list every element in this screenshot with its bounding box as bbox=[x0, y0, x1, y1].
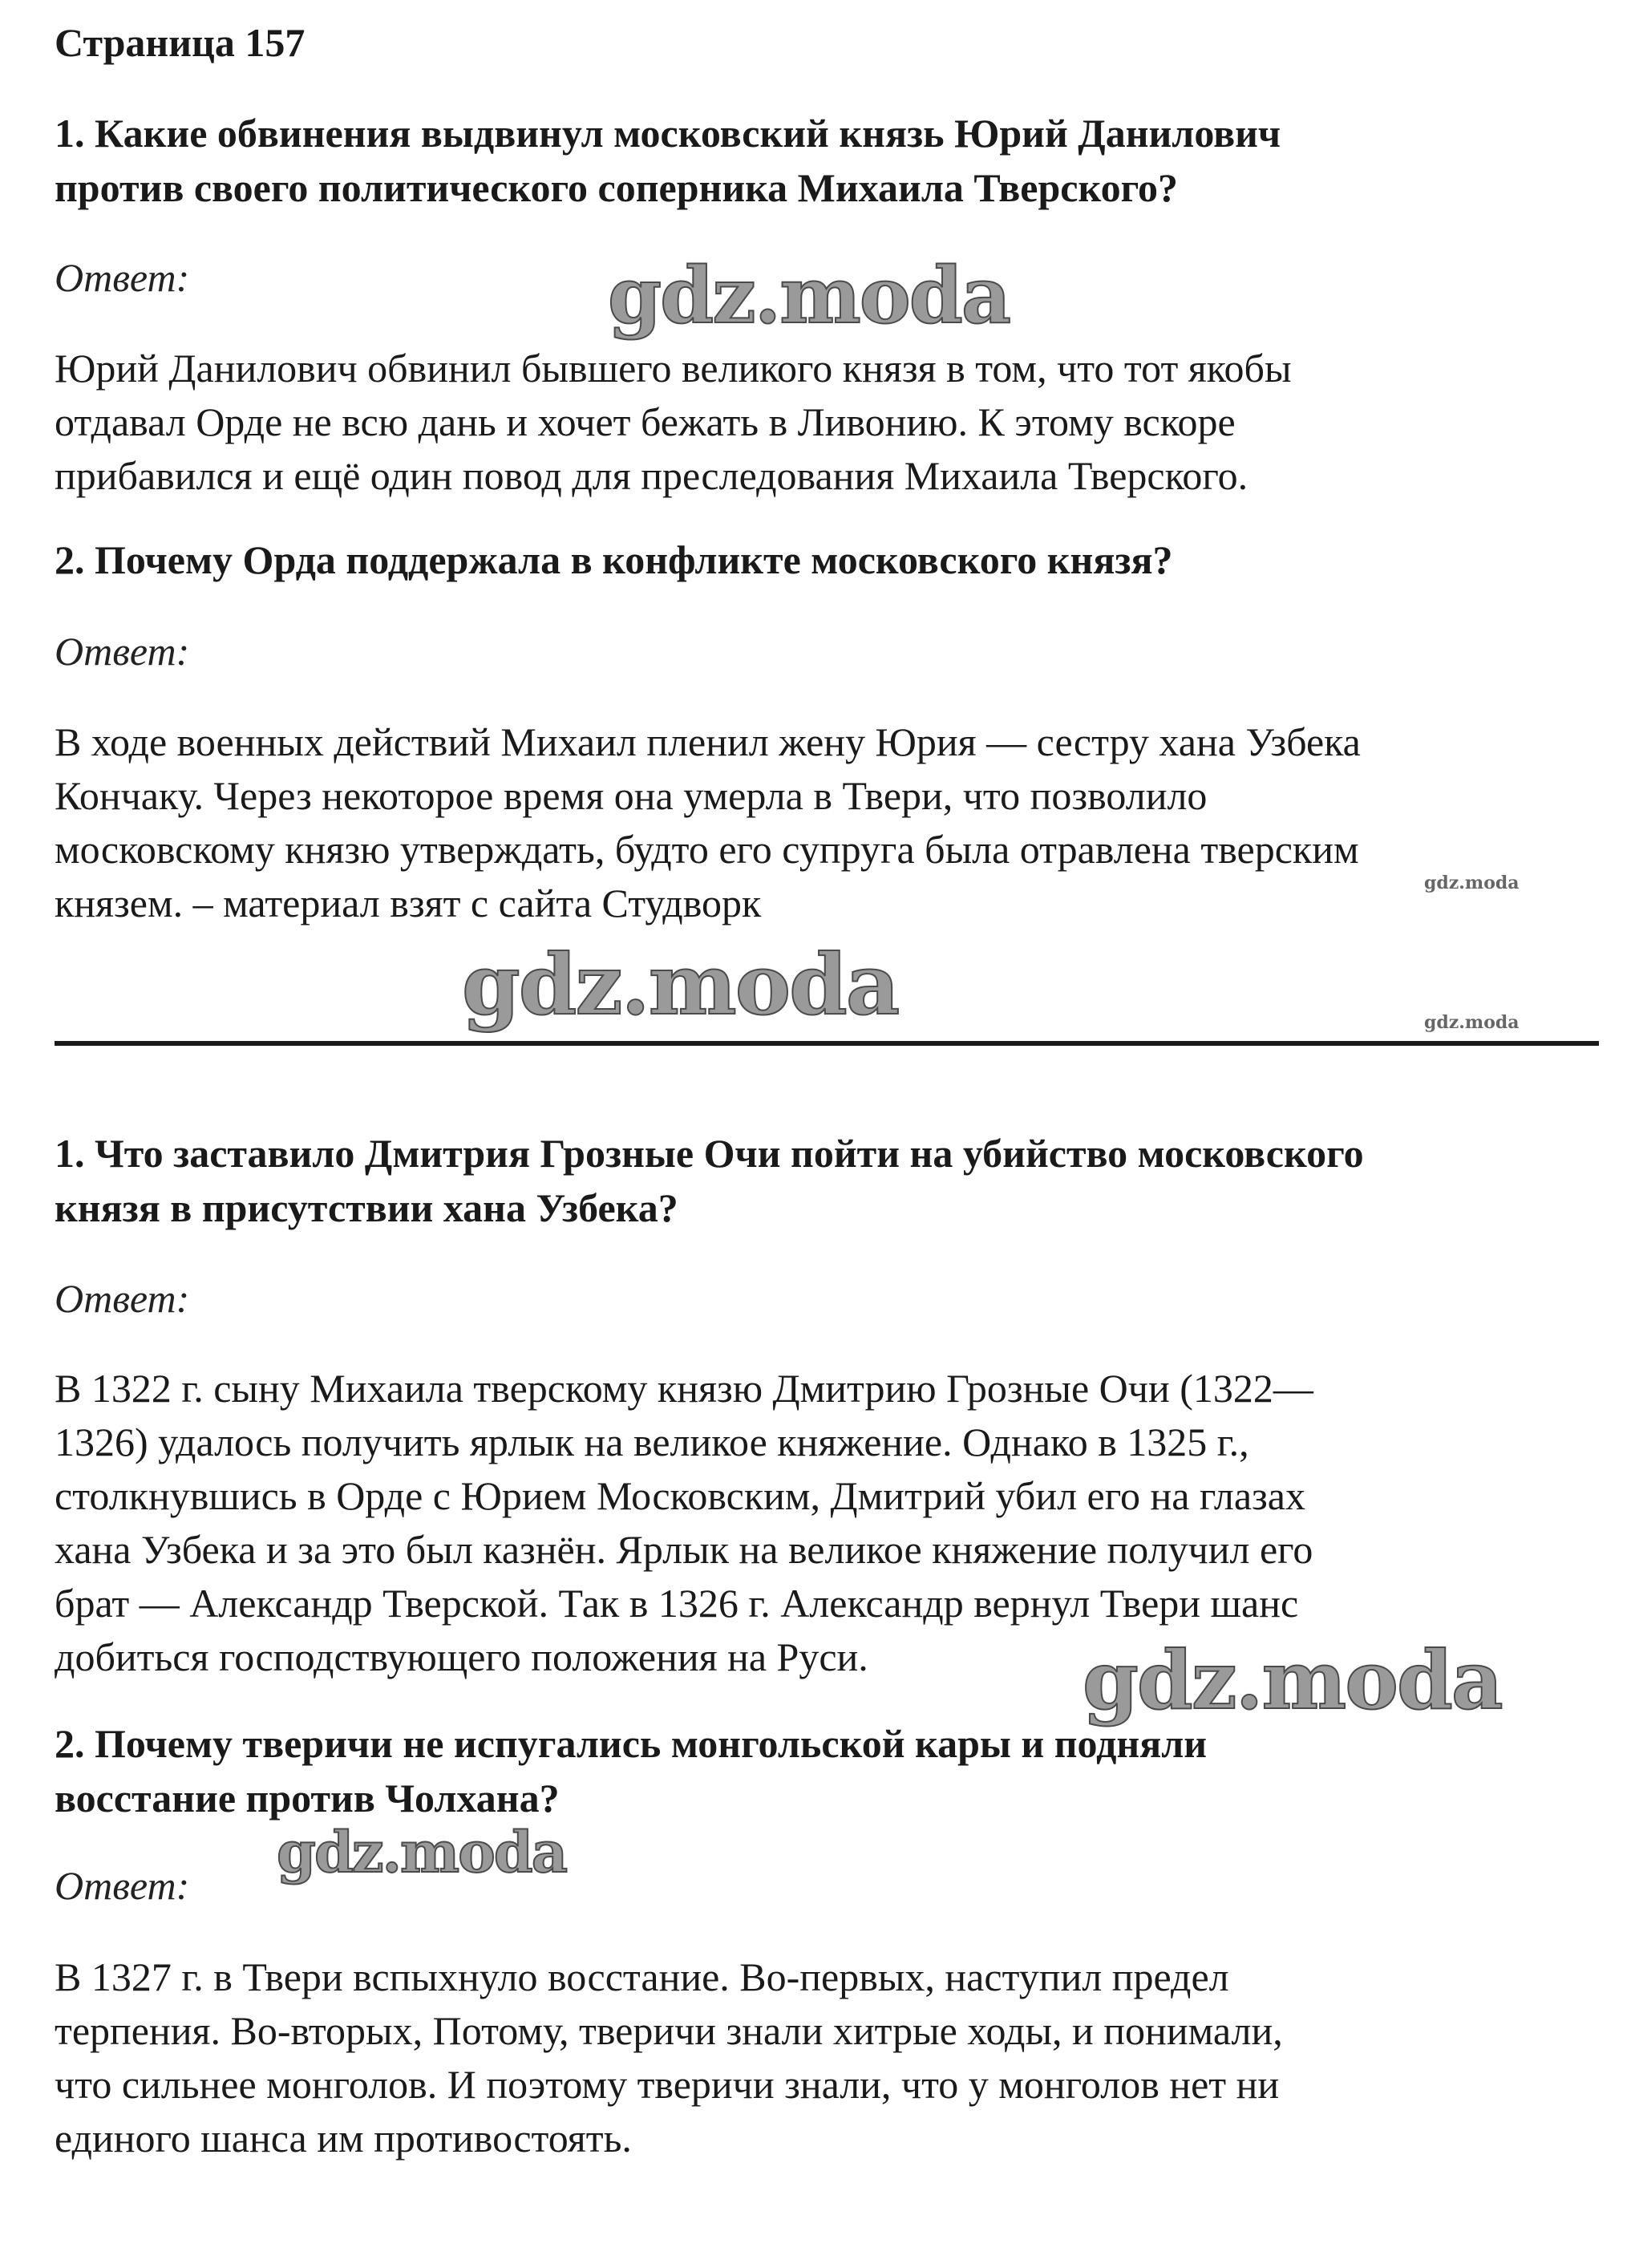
answer-line: князем. – материал взят с сайта Студворк bbox=[55, 881, 762, 925]
answer-line: брат — Александр Тверской. Так в 1326 г. Александр вернул Твери шанс bbox=[55, 1581, 1299, 1626]
answer-label: Ответ: bbox=[55, 1863, 190, 1908]
answer-label: Ответ: bbox=[55, 629, 190, 674]
answer-1-1 bbox=[55, 342, 1292, 503]
answer-line: Юрий Данилович обвинил бывшего великого князя в том, что тот якобы bbox=[55, 346, 1292, 391]
answer-1-2 bbox=[55, 715, 1361, 930]
watermark: gdz.moda bbox=[608, 250, 1010, 341]
page-title: Страница 157 bbox=[55, 20, 306, 65]
question-line: 1. Какие обвинения выдвинул московский князь Юрий Данилович bbox=[55, 111, 1281, 156]
watermark: gdz.moda bbox=[462, 935, 899, 1034]
answer-line: отдавал Орде не всю дань и хочет бежать в Ливонию. К этому вскоре bbox=[55, 399, 1236, 444]
question-1-2 bbox=[55, 533, 1610, 587]
question-line: восстание против Чолхана? bbox=[55, 1776, 560, 1820]
question-line: 2. Почему Орда поддержала в конфликте московского князя? bbox=[55, 537, 1173, 582]
answer-label: Ответ: bbox=[55, 1276, 190, 1321]
watermark: gdz.moda bbox=[277, 1819, 567, 1885]
answer-line: столкнувшись в Орде с Юрием Московским, Дмитрий убил его на глазах bbox=[55, 1473, 1305, 1518]
question-2-2 bbox=[55, 1716, 1610, 1825]
question-line: князя в присутствии хана Узбека? bbox=[55, 1185, 678, 1230]
answer-line: что сильнее монголов. И поэтому тверичи знали, что у монголов нет ни bbox=[55, 2062, 1280, 2107]
question-line: 1. Что заставило Дмитрия Грозные Очи пойти на убийство московского bbox=[55, 1131, 1364, 1176]
answer-line: Кончаку. Через некоторое время она умерла в Твери, что позволило bbox=[55, 773, 1208, 818]
answer-line: В ходе военных действий Михаил пленил жену Юрия — сестру хана Узбека bbox=[55, 719, 1361, 764]
answer-line: хана Узбека и за это был казнён. Ярлык на великое княжение получил его bbox=[55, 1527, 1313, 1572]
answer-line: 1326) удалось получить ярлык на великое княжение. Однако в 1325 г., bbox=[55, 1420, 1249, 1464]
answer-label: Ответ: bbox=[55, 255, 190, 300]
watermark-small: gdz.moda bbox=[1424, 873, 1520, 893]
section-divider bbox=[55, 1041, 1599, 1046]
question-line: против своего политического соперника Михаила Тверского? bbox=[55, 165, 1179, 210]
answer-line: добиться господствующего положения на Руси. bbox=[55, 1634, 868, 1679]
answer-line: прибавился и ещё один повод для преследования Михаила Тверского. bbox=[55, 453, 1248, 498]
answer-line: терпения. Во-вторых, Потому, тверичи знали хитрые ходы, и понимали, bbox=[55, 2008, 1283, 2053]
answer-line: единого шанса им противостоять. bbox=[55, 2116, 632, 2161]
question-2-1 bbox=[55, 1126, 1610, 1235]
question-1-1 bbox=[55, 106, 1610, 215]
answer-line: В 1322 г. сыну Михаила тверскому князю Дмитрию Грозные Очи (1322— bbox=[55, 1366, 1313, 1411]
question-line: 2. Почему тверичи не испугались монгольской кары и подняли bbox=[55, 1721, 1208, 1766]
answer-line: В 1327 г. в Твери вспыхнуло восстание. Во-первых, наступил предел bbox=[55, 1954, 1229, 1999]
watermark: gdz.moda bbox=[1083, 1633, 1502, 1727]
answer-2-2 bbox=[55, 1950, 1283, 2165]
answer-line: московскому князю утверждать, будто его супруга была отравлена тверским bbox=[55, 827, 1359, 872]
watermark-small: gdz.moda bbox=[1424, 1012, 1520, 1033]
